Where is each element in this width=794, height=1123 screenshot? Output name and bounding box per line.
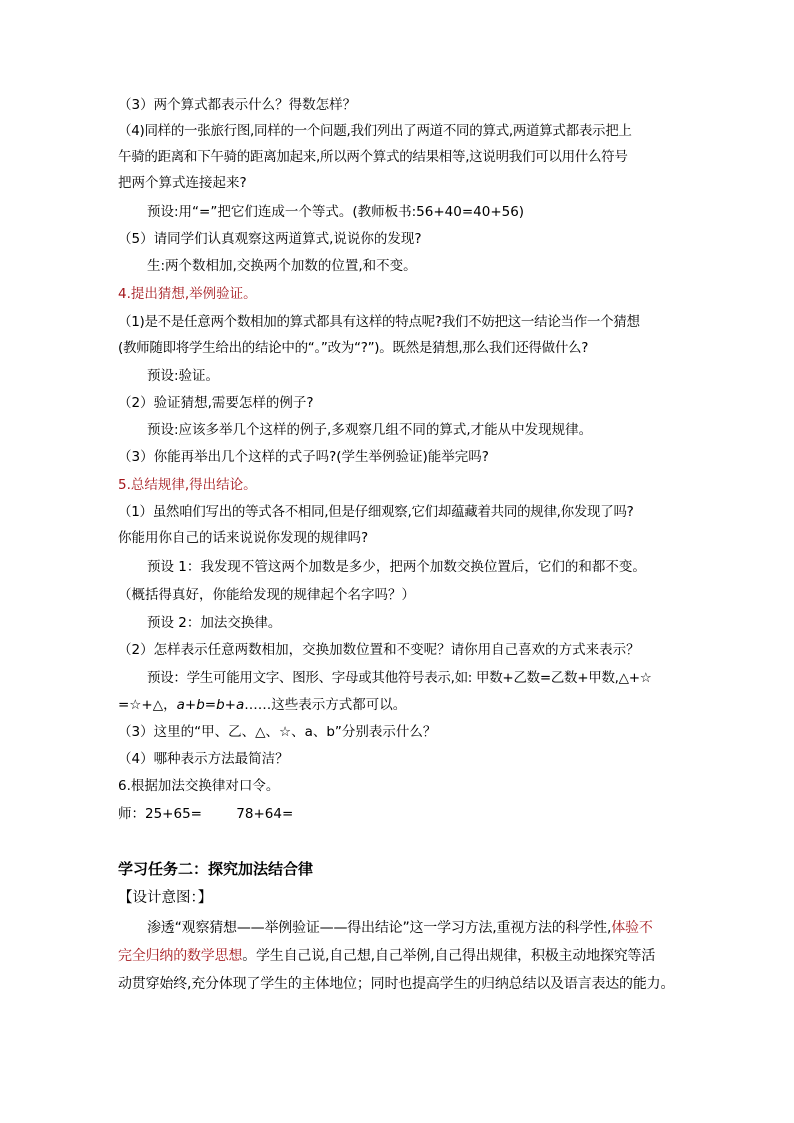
step-5-heading: 5.总结规律,得出结论。 [118,477,257,493]
step-5-q2: （2）怎样表示任意两数相加，交换加数位置和不变呢？请你用自己喜欢的方式来表示？ [118,642,640,658]
preset-2: 预设 2：加法交换律。 [147,615,282,631]
step-4-q2: （2）验证猜想,需要怎样的例子? [118,395,314,411]
design-paragraph-line-2 [118,946,688,966]
step-5-q4: （4）哪种表示方法最简洁？ [118,751,289,767]
step-4-q3: （3）你能再举出几个这样的式子吗?(学生举例验证)能举完吗? [118,449,489,465]
question-4-line-1: （4)同样的一张旅行图,同样的一个问题,我们列出了两道不同的算式,两道算式都表示把上 [118,123,632,139]
preset-representations-line-2 [118,695,688,715]
design-paragraph-line-1 [147,918,717,938]
question-4-line-2: 午骑的距离和下午骑的距离加起来,所以两个算式的结果相等,这说明我们可以用什么符号 [118,149,628,165]
step-4-heading: 4.提出猜想,举例验证。 [118,286,257,302]
preset-verify: 预设:验证。 [147,368,220,384]
preset-equation: 预设:用“=”把它们连成一个等式。(教师板书:56+40=40+56) [147,204,525,220]
question-5: （5）请同学们认真观察这两道算式,说说你的发现? [118,231,422,247]
teacher-drill: 师：25+65= 78+64= [118,806,294,822]
step-5-q1-line-1: （1）虽然咱们写出的等式各不相同,但是仔细观察,它们却蕴藏着共同的规律,你发现了吗? [118,504,634,520]
design-highlight-a: 体验不 [611,920,653,936]
step-5-q3: （3）这里的“甲、乙、△、☆、a、b”分别表示什么？ [118,724,437,740]
symbol-equation: =☆+△， [118,697,177,713]
representation-note: ……这些表示方式都可以。 [244,697,407,713]
student-answer: 生:两个数相加,交换两个加数的位置,和不变。 [147,258,417,274]
step-5-q1-line-2: 你能用你自己的话来说说你发现的规律吗? [118,530,369,546]
preset-examples: 预设:应该多举几个这样的例子,多观察几组不同的算式,才能从中发现规律。 [147,422,593,438]
step-4-q1-line-1: （1)是不是任意两个数相加的算式都具有这样的特点呢?我们不妨把这一结论当作一个猜想 [118,314,640,330]
design-highlight-b: 完全归纳的数学思想 [118,948,243,964]
design-text-a: 渗透“观察猜想——举例验证——得出结论”这一学习方法,重视方法的科学性, [147,920,612,936]
question-4-line-3: 把两个算式连接起来? [118,175,247,191]
letter-equation: a+b=b+a [176,697,245,713]
design-intent-label: 【设计意图：】 [118,890,213,906]
design-text-b: 。学生自己说,自己想,自己举例,自己得出规律，积极主动地探究等活 [242,948,656,964]
task-2-heading: 学习任务二：探究加法结合律 [118,860,314,878]
preset-1: 预设 1：我发现不管这两个加数是多少，把两个加数交换位置后，它们的和都不变。 [147,559,646,575]
preset-representations-line-1: 预设：学生可能用文字、图形、字母或其他符号表示,如: 甲数+乙数=乙数+甲数,△+☆ [147,670,652,686]
question-3: （3）两个算式都表示什么？得数怎样？ [118,97,357,113]
step-4-q1-line-2: (教师随即将学生给出的结论中的“。”改为“?”)。既然是猜想,那么我们还得做什么? [118,340,589,356]
design-paragraph-line-3: 动贯穿始终,充分体现了学生的主体地位；同时也提高学生的归纳总结以及语言表达的能力。 [118,976,675,992]
preset-1-followup: （概括得真好，你能给发现的规律起个名字吗？） [118,587,415,603]
step-6: 6.根据加法交换律对口令。 [118,778,280,794]
